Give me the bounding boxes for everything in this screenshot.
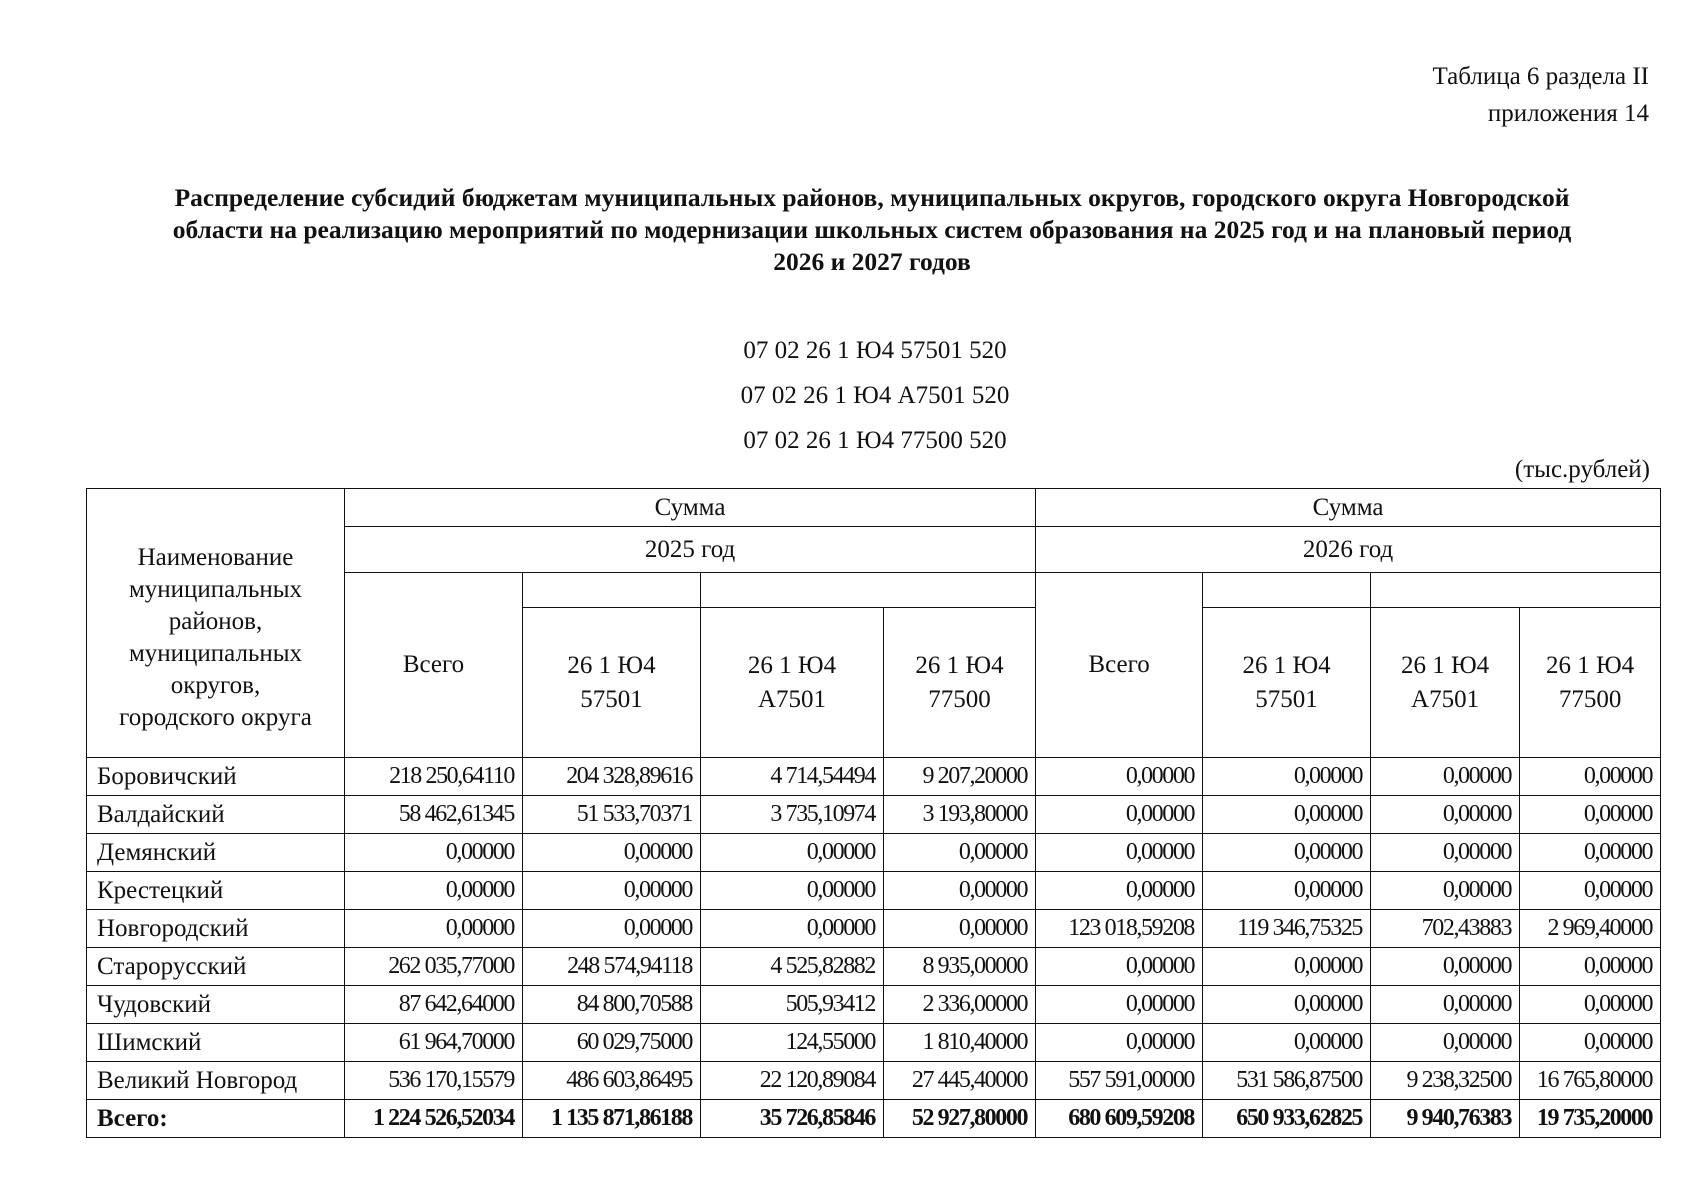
value-cell: 0,00000 [1520,986,1661,1024]
name-column-header [87,489,345,758]
table-row [87,986,1661,1024]
district-name: Чудовский [87,986,345,1024]
subsidy-table [86,488,1661,1138]
value-cell: 248 574,94118 [523,948,701,986]
total-value-cell: 35 726,85846 [701,1100,884,1138]
year-header-2025: 2025 год [345,527,1036,573]
budget-codes [0,328,1683,463]
sum-header-2025: Сумма [345,489,1036,527]
total-value-cell: 52 927,80000 [884,1100,1036,1138]
appendix-reference-line: приложения 14 [1487,100,1649,127]
col-header-total-2026 [1036,573,1203,758]
value-cell: 557 591,00000 [1036,1062,1203,1100]
value-cell: 0,00000 [884,834,1036,872]
name-header-line: округов, [170,672,261,699]
value-cell: 0,00000 [1371,948,1520,986]
name-header-line: муниципальных [128,576,303,603]
col-header-line: А7501 [757,685,827,713]
value-cell: 0,00000 [1371,834,1520,872]
table-row [87,758,1661,796]
table-row [87,948,1661,986]
value-cell: 0,00000 [1520,872,1661,910]
value-cell: 84 800,70588 [523,986,701,1024]
document-title [96,182,1648,278]
value-cell: 123 018,59208 [1036,910,1203,948]
col-header-line: А7501 [1411,685,1480,713]
value-cell: 2 969,40000 [1520,910,1661,948]
value-cell: 1 810,40000 [884,1024,1036,1062]
empty-header-cell [701,573,1036,608]
title-line-1: Распределение субсидий бюджетам муниципальных районов, муниципальных округов, городского округа Новгородской [174,183,1570,212]
value-cell: 0,00000 [1203,796,1371,834]
value-cell: 0,00000 [1371,796,1520,834]
total-value-cell: 650 933,62825 [1203,1100,1371,1138]
value-cell: 16 765,80000 [1520,1062,1661,1100]
district-name: Старорусский [87,948,345,986]
value-cell: 61 964,70000 [345,1024,523,1062]
value-cell: 0,00000 [1036,796,1203,834]
sum-header-2026: Сумма [1036,489,1661,527]
value-cell: 0,00000 [1371,986,1520,1024]
district-name: Демянский [87,834,345,872]
col-header-a7501-2026 [1371,608,1520,758]
value-cell: 0,00000 [1520,834,1661,872]
col-header-line: 77500 [928,685,991,713]
value-cell: 0,00000 [345,834,523,872]
value-cell: 124,55000 [701,1024,884,1062]
value-cell: 0,00000 [1520,796,1661,834]
empty-header-cell [523,573,701,608]
total-label: Всего: [87,1100,345,1138]
value-cell: 0,00000 [1520,948,1661,986]
value-cell: 51 533,70371 [523,796,701,834]
value-cell: 0,00000 [1520,758,1661,796]
table-reference [1433,58,1649,132]
value-cell: 0,00000 [1203,948,1371,986]
total-value-cell: 1 224 526,52034 [345,1100,523,1138]
value-cell: 536 170,15579 [345,1062,523,1100]
value-cell: 0,00000 [701,872,884,910]
value-cell: 0,00000 [701,834,884,872]
value-cell: 0,00000 [1203,758,1371,796]
col-header-line: 57501 [1255,685,1318,713]
budget-code: 07 02 26 1 Ю4 А7501 520 [740,382,1010,409]
value-cell: 0,00000 [523,910,701,948]
title-line-2: области на реализацию мероприятий по модернизации школьных систем образования на 2025 год и на плановый период [172,215,1572,244]
value-cell: 0,00000 [1036,1024,1203,1062]
empty-header-cell [1371,573,1661,608]
col-header-line: 26 1 Ю4 [567,651,656,679]
value-cell: 505,93412 [701,986,884,1024]
value-cell: 0,00000 [1036,948,1203,986]
col-header-77500-2025 [884,608,1036,758]
name-header-line: муниципальных [128,640,303,667]
value-cell: 0,00000 [523,872,701,910]
table-row [87,1024,1661,1062]
value-cell: 0,00000 [884,872,1036,910]
value-cell: 0,00000 [345,910,523,948]
value-cell: 58 462,61345 [345,796,523,834]
total-value-cell: 1 135 871,86188 [523,1100,701,1138]
value-cell: 702,43883 [1371,910,1520,948]
budget-code: 07 02 26 1 Ю4 77500 520 [743,427,1007,454]
col-header-a7501-2025 [701,608,884,758]
col-header-line: 57501 [580,685,643,713]
district-name: Великий Новгород [87,1062,345,1100]
value-cell: 87 642,64000 [345,986,523,1024]
value-cell: 4 714,54494 [701,758,884,796]
total-value-cell: 9 940,76383 [1371,1100,1520,1138]
col-header-77500-2026 [1520,608,1661,758]
district-name: Валдайский [87,796,345,834]
value-cell: 8 935,00000 [884,948,1036,986]
value-cell: 0,00000 [1371,758,1520,796]
value-cell: 0,00000 [1036,834,1203,872]
col-header-line: Всего [1088,651,1150,678]
value-cell: 0,00000 [1520,1024,1661,1062]
value-cell: 3 193,80000 [884,796,1036,834]
table-row [87,1062,1661,1100]
value-cell: 22 120,89084 [701,1062,884,1100]
col-header-57501-2026 [1203,608,1371,758]
value-cell: 0,00000 [1371,1024,1520,1062]
value-cell: 3 735,10974 [701,796,884,834]
title-line-3: 2026 и 2027 годов [773,247,971,276]
table-reference-line: Таблица 6 раздела II [1432,63,1649,90]
total-row [87,1100,1661,1138]
year-header-2026: 2026 год [1036,527,1661,573]
value-cell: 0,00000 [1203,1024,1371,1062]
district-name: Шимский [87,1024,345,1062]
value-cell: 218 250,64110 [345,758,523,796]
value-cell: 204 328,89616 [523,758,701,796]
district-name: Боровичский [87,758,345,796]
value-cell: 0,00000 [345,872,523,910]
value-cell: 119 346,75325 [1203,910,1371,948]
value-cell: 0,00000 [884,910,1036,948]
col-header-line: 26 1 Ю4 [1545,651,1635,679]
name-header-line: районов, [168,608,263,635]
value-cell: 0,00000 [523,834,701,872]
col-header-line: 26 1 Ю4 [1400,651,1490,679]
total-value-cell: 680 609,59208 [1036,1100,1203,1138]
col-header-line: Всего [402,651,465,678]
value-cell: 0,00000 [1203,834,1371,872]
table-row [87,872,1661,910]
budget-code: 07 02 26 1 Ю4 57501 520 [743,337,1007,364]
value-cell: 60 029,75000 [523,1024,701,1062]
total-value-cell: 19 735,20000 [1520,1100,1661,1138]
col-header-total-2025 [345,573,523,758]
col-header-line: 77500 [1558,685,1622,713]
value-cell: 0,00000 [1036,872,1203,910]
value-cell: 0,00000 [1036,986,1203,1024]
value-cell: 2 336,00000 [884,986,1036,1024]
value-cell: 0,00000 [1203,986,1371,1024]
unit-label: (тыс.рублей) [1514,456,1650,483]
name-header-line: городского округа [119,704,312,731]
col-header-line: 26 1 Ю4 [915,651,1004,679]
table-row [87,910,1661,948]
value-cell: 4 525,82882 [701,948,884,986]
value-cell: 0,00000 [1036,758,1203,796]
value-cell: 0,00000 [701,910,884,948]
empty-header-cell [1203,573,1371,608]
value-cell: 9 238,32500 [1371,1062,1520,1100]
value-cell: 486 603,86495 [523,1062,701,1100]
table-row [87,834,1661,872]
value-cell: 27 445,40000 [884,1062,1036,1100]
value-cell: 531 586,87500 [1203,1062,1371,1100]
col-header-57501-2025 [523,608,701,758]
district-name: Крестецкий [87,872,345,910]
col-header-line: 26 1 Ю4 [747,651,837,679]
value-cell: 262 035,77000 [345,948,523,986]
value-cell: 9 207,20000 [884,758,1036,796]
value-cell: 0,00000 [1371,872,1520,910]
district-name: Новгородский [87,910,345,948]
name-header-line: Наименование [137,544,294,571]
col-header-line: 26 1 Ю4 [1242,651,1331,679]
value-cell: 0,00000 [1203,872,1371,910]
table-row [87,796,1661,834]
